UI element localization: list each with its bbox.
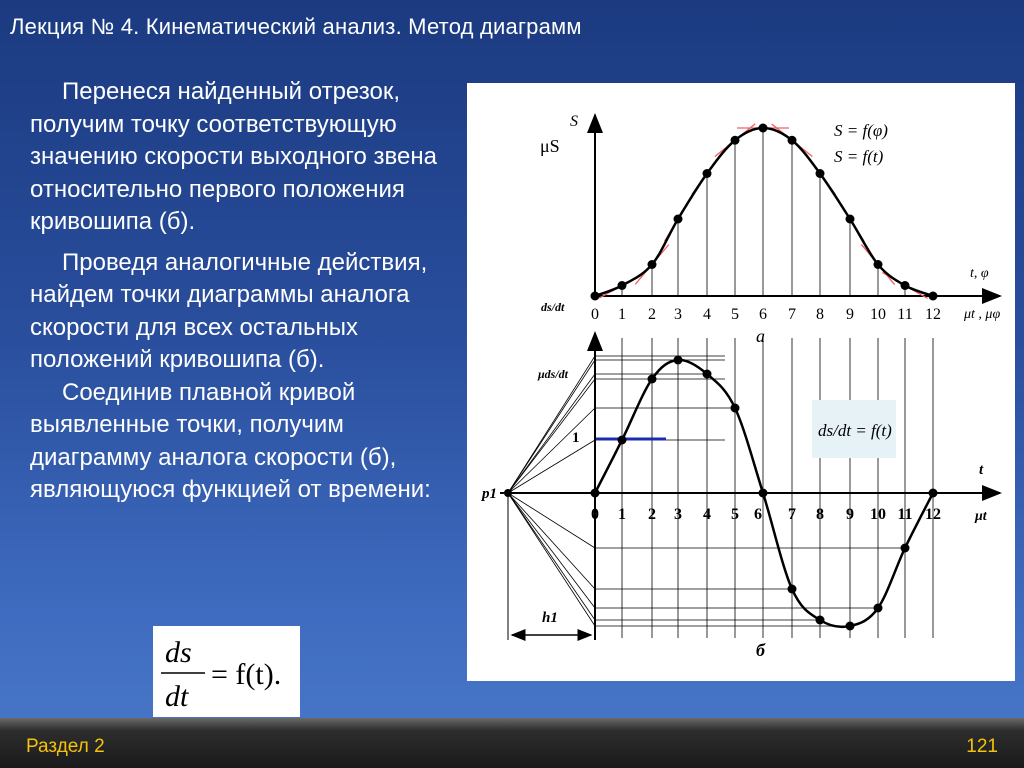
- bottom-tick-label: 1: [618, 506, 626, 523]
- top-data-point: [703, 169, 712, 178]
- top-equation-2: S = f(t): [834, 147, 884, 166]
- top-data-point: [929, 292, 938, 301]
- bottom-data-point: [731, 404, 740, 413]
- velocity-formula: [153, 626, 300, 717]
- top-tick-label: 4: [703, 306, 711, 323]
- pole-rays: [508, 356, 595, 626]
- diagram-figure: [467, 83, 1015, 681]
- bottom-data-point: [674, 356, 683, 365]
- footer-section: Раздел 2: [26, 736, 105, 757]
- footer-page-number: 121: [966, 736, 998, 757]
- bottom-data-point: [788, 585, 797, 594]
- bottom-scale-x-label: μt: [975, 509, 987, 524]
- bottom-data-point: [901, 544, 910, 553]
- top-data-point: [874, 260, 883, 269]
- top-tick-label: 9: [846, 306, 854, 323]
- pole-ray: [508, 408, 595, 493]
- top-scale-x-label: μt , μφ: [964, 307, 1001, 322]
- top-diagram-label: а: [756, 326, 765, 346]
- formula-box: [153, 626, 300, 717]
- top-data-point: [759, 124, 768, 133]
- bottom-y-label: ds/dt: [541, 300, 565, 314]
- bottom-data-point: [703, 370, 712, 379]
- bottom-tick-label: 2: [648, 506, 656, 523]
- bottom-tick-label: 12: [925, 506, 941, 523]
- formula-rhs: = f(t).: [211, 658, 282, 691]
- bottom-tick-label: 11: [897, 506, 913, 523]
- top-equation-1: S = f(φ): [834, 121, 888, 140]
- formula-numerator: ds: [165, 636, 192, 669]
- bottom-tick-label: 3: [674, 506, 682, 523]
- kinematic-diagrams: [467, 83, 1015, 681]
- bottom-data-point: [648, 375, 657, 384]
- top-data-point: [591, 292, 600, 301]
- top-data-point: [648, 260, 657, 269]
- top-scale-label: μS: [540, 136, 560, 156]
- bottom-tick-label: 10: [870, 506, 886, 523]
- top-tick-labels: [591, 306, 941, 323]
- top-tick-label: 2: [648, 306, 656, 323]
- footer-bar: [0, 718, 1024, 768]
- pole-ray: [508, 493, 595, 589]
- bottom-data-point: [929, 489, 938, 498]
- bottom-data-point: [618, 436, 627, 445]
- bottom-tick-labels: [591, 506, 941, 523]
- pole-ray: [508, 493, 595, 626]
- pole-label: p1: [482, 486, 497, 502]
- bottom-diagram-label: б: [756, 640, 765, 660]
- bottom-x-label: t: [979, 462, 984, 478]
- bottom-tick-label: 4: [703, 506, 711, 523]
- pole-ray: [508, 493, 595, 620]
- top-tick-label: 5: [731, 306, 739, 323]
- bottom-data-point: [874, 604, 883, 613]
- top-data-point: [816, 169, 825, 178]
- top-ordinate-lines: [622, 128, 933, 296]
- bottom-equation: ds/dt = f(t): [818, 421, 892, 440]
- bottom-data-point: [759, 489, 768, 498]
- bottom-tick-label: 0: [591, 506, 599, 523]
- top-tick-label: 1: [618, 306, 626, 323]
- bottom-scale-label: μds/dt: [538, 367, 569, 381]
- top-data-point: [846, 215, 855, 224]
- bottom-data-point: [846, 622, 855, 631]
- bottom-tick-label: 6: [754, 506, 762, 523]
- point-one-label: 1: [572, 430, 580, 446]
- top-data-point: [788, 136, 797, 145]
- top-tick-label: 7: [788, 306, 796, 323]
- top-x-label: t, φ: [970, 266, 989, 281]
- paragraph-3: Соединив плавной кривой выявленные точки, получим диаграмму аналога скорости (б), являющуюся функцией от времени:: [30, 378, 431, 503]
- top-data-point: [731, 136, 740, 145]
- top-tick-label: 12: [925, 306, 941, 323]
- top-data-point: [674, 215, 683, 224]
- paragraph-2: Проведя аналогичные действия, найдем точки диаграммы аналога скорости для всех остальных положений кривошипа (б).: [30, 248, 428, 373]
- bottom-data-point: [591, 489, 600, 498]
- top-data-point: [618, 281, 627, 290]
- formula-denominator: dt: [165, 680, 189, 713]
- slide-title: Лекция № 4. Кинематический анализ. Метод диаграмм: [10, 14, 582, 39]
- top-tick-label: 0: [591, 306, 599, 323]
- bottom-tick-label: 7: [788, 506, 796, 523]
- top-tick-label: 11: [897, 306, 913, 323]
- top-tick-label: 8: [816, 306, 824, 323]
- pole-ray: [508, 379, 595, 493]
- top-tick-label: 6: [759, 306, 767, 323]
- slide-body: [30, 76, 460, 507]
- pole-ray: [508, 493, 595, 548]
- pole-ray: [508, 493, 595, 608]
- top-y-label: S: [570, 113, 578, 130]
- top-tick-label: 10: [870, 306, 886, 323]
- bottom-tick-label: 8: [816, 506, 824, 523]
- bottom-data-point: [816, 616, 825, 625]
- bottom-tick-label: 5: [731, 506, 739, 523]
- pole-ray: [508, 440, 595, 493]
- pole-ray: [508, 374, 595, 493]
- top-data-point: [901, 281, 910, 290]
- top-tick-label: 3: [674, 306, 682, 323]
- paragraph-1: Перенеся найденный отрезок, получим точку соответствующую значению скорости выходного звена относительно первого положения кривошипа (б).: [30, 78, 437, 235]
- pole-distance-label: h1: [542, 610, 558, 626]
- bottom-tick-label: 9: [846, 506, 854, 523]
